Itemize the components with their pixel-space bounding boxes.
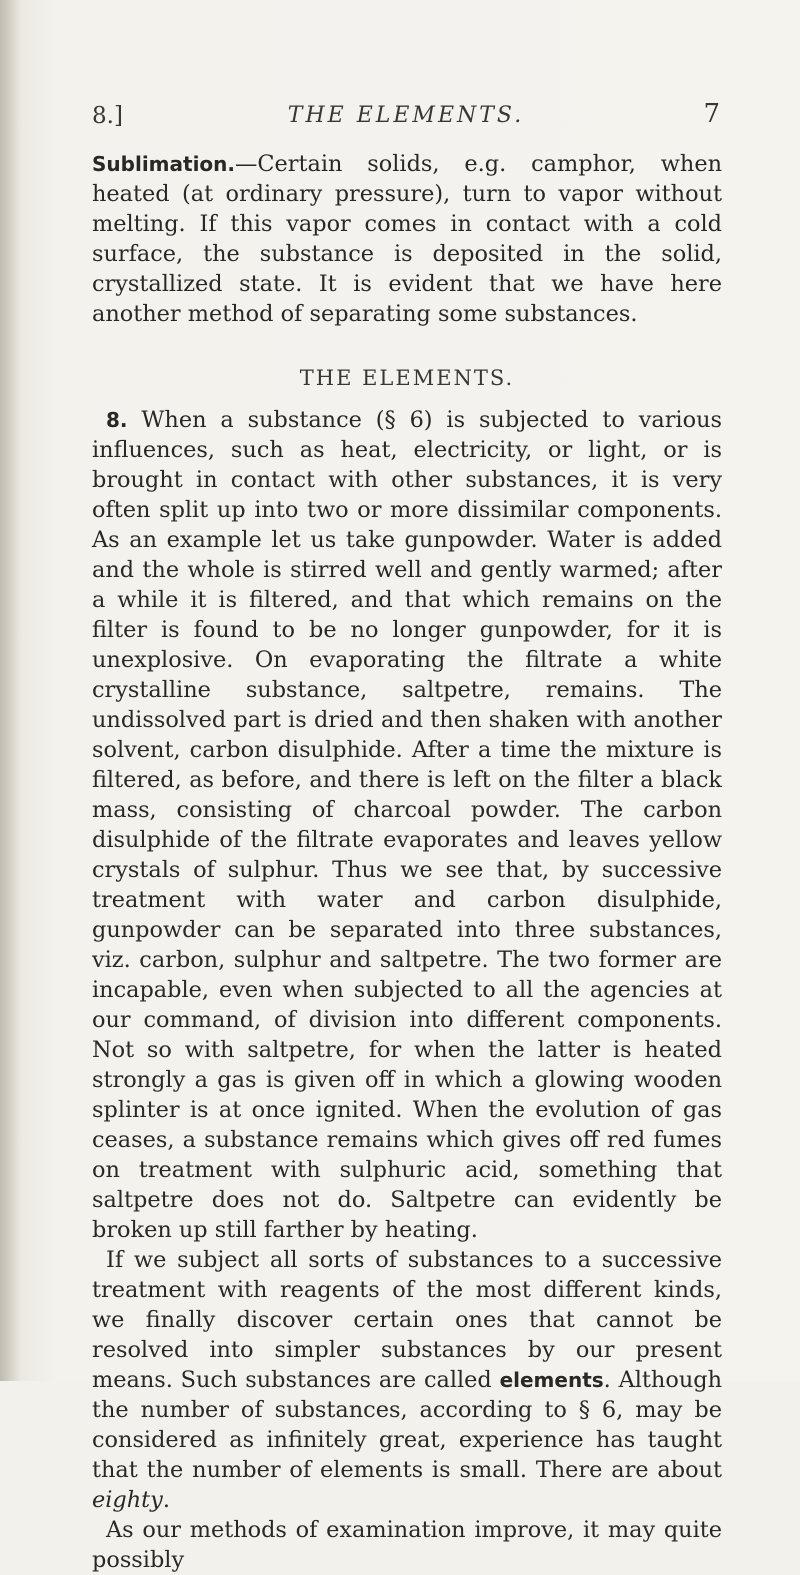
page-gutter-shadow <box>0 0 22 1381</box>
sublimation-paragraph <box>92 149 722 329</box>
elements-text-end: . <box>162 1487 170 1513</box>
body-text <box>92 149 722 1575</box>
sublimation-run-in-heading: Sublimation. <box>92 152 235 176</box>
paragraph-8 <box>92 405 722 1245</box>
running-head <box>92 99 720 137</box>
paragraph-8-text: When a substance (§ 6) is subjected to various influences, such as heat, electricity, or light, or is brought in contact with other substances, it is very often split up into two or more dissimilar components. As an example let us take gunpowder. Water is added and the whole is stirred well and gently warmed; after a while it is filtered, and that which remains on the filter is found to be no longer gunpowder, for it is unexplosive. On evaporating the filtrate a white crystalline substance, saltpetre, remains. The undissolved part is dried and then shaken with another solvent, carbon disulphide. After a time the mixture is filtered, as before, and there is left on the filter a black mass, consisting of charcoal powder. The carbon disulphide of the filtrate evaporates and leaves yellow crystals of sulphur. Thus we see that, by successive treatment with water and carbon disulphide, gunpowder can be separated into three substances, viz. carbon, sulphur and saltpetre. The two former are incapable, even when subjected to all the agencies at our command, of division into different components. Not so with saltpetre, for when the latter is heated strongly a gas is given off in which a glowing wooden splinter is at once ignited. When the evolution of gas ceases, a substance remains which gives off red fumes on treatment with sulphuric acid, something that saltpetre does not do. Saltpetre can evidently be broken up still farther by heating. <box>92 407 722 1243</box>
paragraph-number: 8. <box>106 408 128 432</box>
elements-text-after: . Although the number of substances, according to § 6, may be considered as infinitely great, experience has taught that the number of elements is small. There are about <box>92 1367 722 1483</box>
elements-term: elements <box>499 1368 604 1392</box>
eighty-emphasis: eighty <box>92 1487 163 1513</box>
section-reference: 8.] <box>92 103 123 129</box>
sublimation-text: —Certain solids, e.g. camphor, when heated (at ordinary pressure), turn to vapor without melting. If this vapor comes in contact with a cold surface, the substance is deposited in the solid, crystallized state. It is evident that we have here another method of separating some substances. <box>92 151 722 327</box>
page-number: 7 <box>703 99 720 129</box>
elements-paragraph <box>92 1245 722 1515</box>
last-paragraph-text: As our methods of examination improve, it may quite possibly <box>92 1517 722 1573</box>
section-heading: THE ELEMENTS. <box>299 366 515 390</box>
running-title: THE ELEMENTS. <box>287 103 525 128</box>
elements-text-before: If we subject all sorts of substances to a successive treatment with reagents of the most different kinds, we finally discover certain ones that cannot be resolved into simpler substances by our present means. Such substances are called <box>92 1247 722 1393</box>
last-paragraph <box>92 1515 722 1575</box>
